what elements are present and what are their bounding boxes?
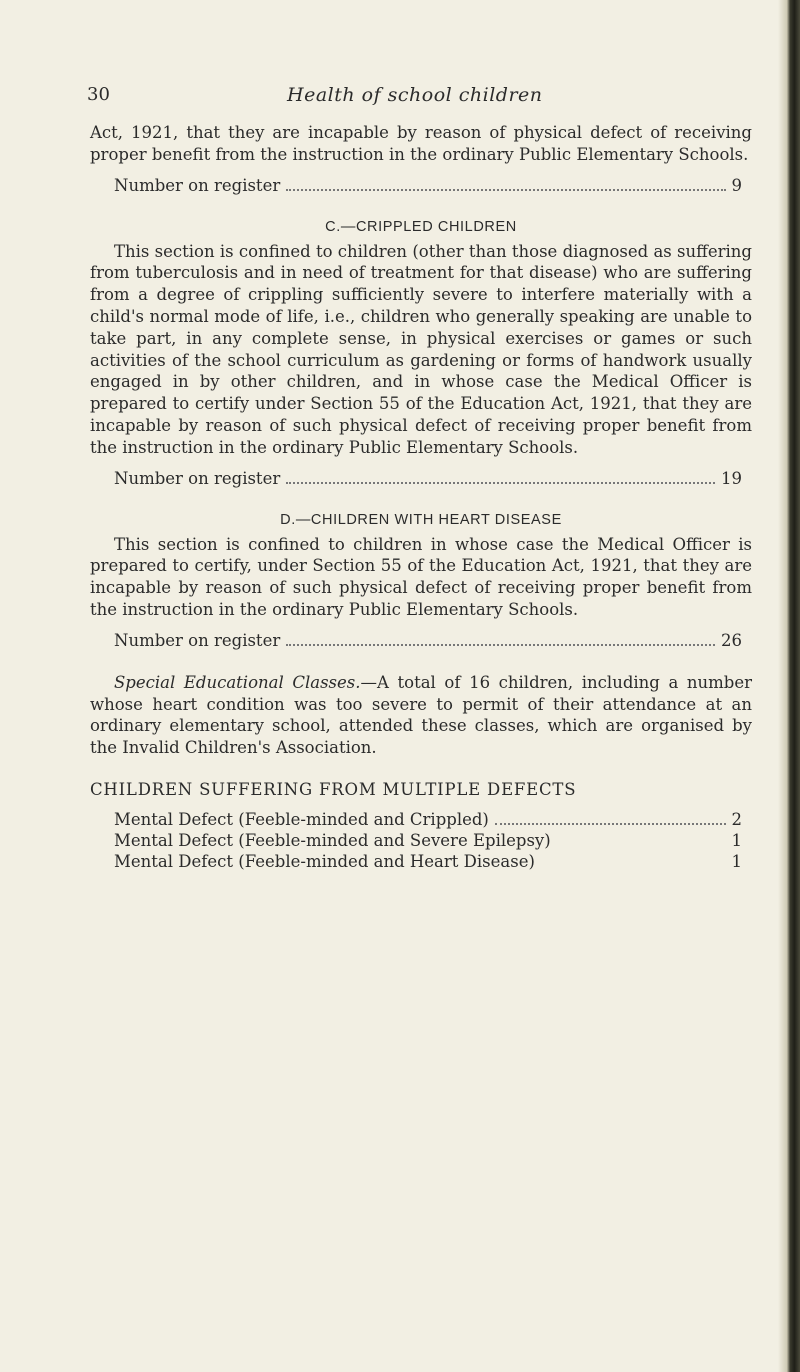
register-value: 26: [721, 630, 742, 650]
page-binding-edge: [778, 0, 800, 1372]
section-d-body: This section is confined to children in whose case the Medical Officer is prepared to certify, under Section 55 of the Education Act, 1921, that they are incapable by reason of such physical defect of receiving proper benefit from the instruction in the ordinary Public Elementary Schools.: [90, 534, 752, 619]
defect-row: [114, 809, 752, 830]
register-label: Number on register: [114, 630, 281, 650]
section-c-body: This section is confined to children (other than those diagnosed as suffering from tuberculosis and in need of treatment for that disease) who are suffering from a degree of crippling sufficiently severe to interfere materially with a child's normal mode of life, i.e., children who generally speaking are unable to take part, in any complete sense, in physical exercises or games or such activities of the school curriculum as gardening or forms of handwork usually engaged in by other children, and in whose case the Medical Officer is prepared to certify under Section 55 of the Education Act, 1921, that they are incapable by reason of such physical defect of receiving proper benefit from the instruction in the ordinary Public Elementary Schools.: [90, 241, 752, 457]
defect-count: 1: [731, 830, 742, 850]
leader-dots: [495, 823, 726, 825]
running-title: Health of school children: [287, 84, 543, 106]
defect-label: Mental Defect (Feeble-minded and Crippled): [114, 809, 489, 829]
register-value: 9: [731, 175, 742, 195]
special-classes-body: —A total of 16 children, including a number whose heart condition was too severe to permit of their attendance at an ordinary elementary school, attended these classes, which are organised by the Invalid Children's Association.: [90, 672, 752, 758]
defect-label: Mental Defect (Feeble-minded and Severe Epilepsy): [114, 830, 551, 850]
leader-dots: [286, 189, 725, 191]
special-classes-paragraph: [90, 672, 752, 759]
defect-count: 1: [731, 851, 742, 871]
page-number: 30: [87, 84, 110, 105]
multiple-defects-heading: CHILDREN SUFFERING FROM MULTIPLE DEFECTS: [90, 779, 577, 799]
leader-dots: [286, 644, 715, 646]
section-heading-d: D.—CHILDREN WITH HEART DISEASE: [280, 511, 562, 528]
defect-count: 2: [731, 809, 742, 829]
intro-paragraph: Act, 1921, that they are incapable by reason of physical defect of receiving proper benefit from the instruction in the ordinary Public Elementary Schools.: [90, 123, 752, 164]
page-header: [87, 84, 687, 110]
register-label: Number on register: [114, 175, 281, 195]
defect-row: [114, 830, 752, 851]
section-heading-c: C.—CRIPPLED CHILDREN: [325, 218, 517, 235]
leader-dots: [286, 482, 715, 484]
register-line-d: [114, 630, 752, 652]
multiple-defects-list: [90, 809, 752, 872]
defect-row: [114, 851, 752, 872]
register-label: Number on register: [114, 468, 281, 488]
register-value: 19: [721, 468, 742, 488]
register-line-c: [114, 468, 752, 490]
page-body: [90, 122, 752, 872]
special-classes-title: Special Educational Classes.: [114, 672, 361, 692]
register-line-b: [114, 175, 752, 197]
defect-label: Mental Defect (Feeble-minded and Heart Disease): [114, 851, 535, 871]
